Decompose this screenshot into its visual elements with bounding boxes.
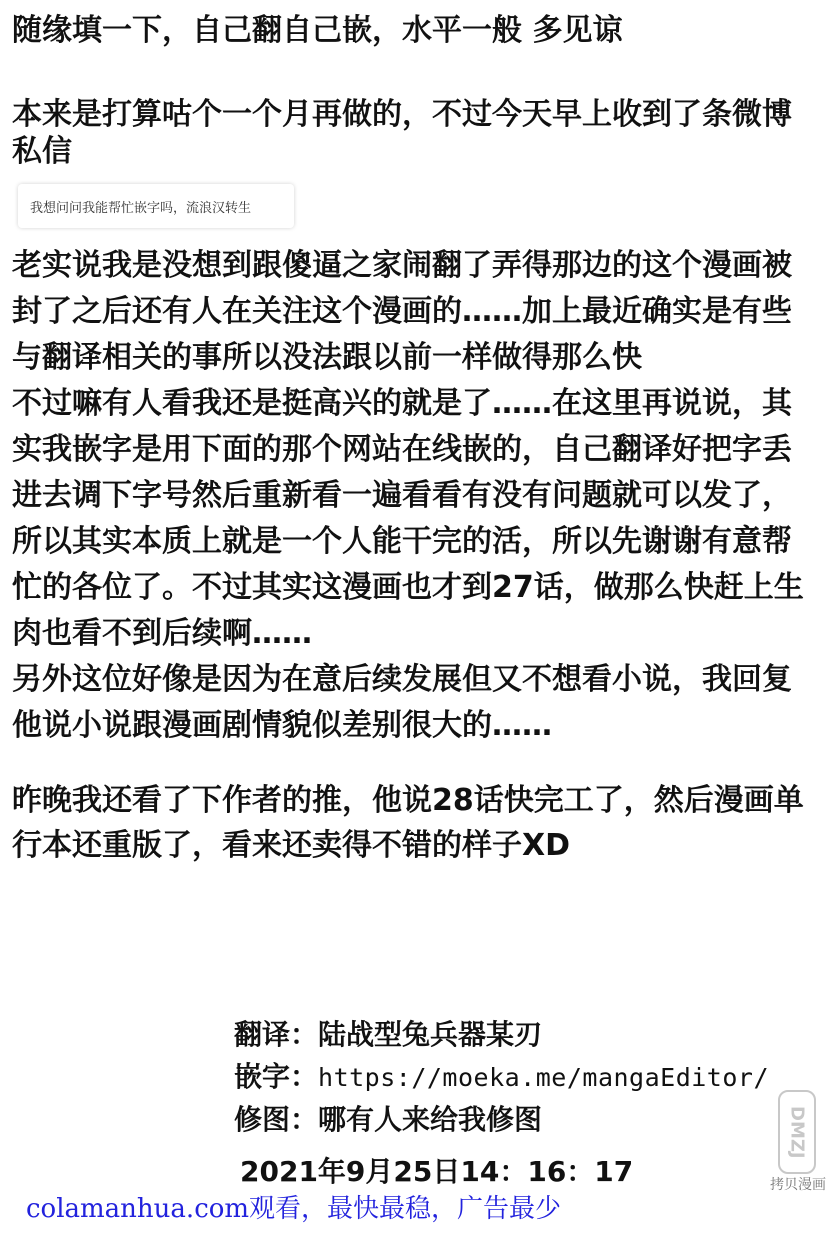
paragraph-dm-context: 本来是打算咕个一个月再做的，不过今天早上收到了条微博私信 xyxy=(12,97,792,169)
paragraph-author-update: 昨晚我还看了下作者的推，他说28话快完工了，然后漫画单行本还重版了，看来还卖得不错的样子XD xyxy=(12,783,804,863)
timestamp: 2021年9月25日14：16：17 xyxy=(240,1155,634,1188)
credit-typesetting-url[interactable]: https://moeka.me/mangaEditor/ xyxy=(318,1063,770,1092)
credit-translation-label: 翻译： xyxy=(234,1018,319,1051)
paragraph-main: 老实说我是没想到跟傻逼之家闹翻了弄得那边的这个漫画被封了之后还有人在关注这个漫画的……加上最近确实是有些与翻译相关的事所以没法跟以前一样做得那么快 不过嘛有人看我还是挺高兴的就是了……在这里再说说，其实我嵌字是用下面的那个网站在线嵌的，自己翻译好把字丢进去调下字号然后重新看一遍看看有没有问题就可以发了，所以其实本质上就是一个人能干完的活，所以先谢谢有意帮忙的各位了。不过其实这漫画也才到27话，做那么快赶上生肉也看不到后续啊…… 另外这位好像是因为在意后续发展但又不想看小说，我回复他说小说跟漫画剧情貌似差别很大的…… xyxy=(12,248,804,743)
credit-editing-label: 修图： xyxy=(234,1103,319,1136)
intro-line: 随缘填一下，自己翻自己嵌，水平一般 多见谅 xyxy=(12,13,623,48)
credits xyxy=(234,1014,814,1141)
credit-typesetting-label: 嵌字： xyxy=(234,1060,319,1093)
credit-editing xyxy=(234,1099,814,1141)
credit-translation-value: 陆战型兔兵器某刃 xyxy=(318,1018,543,1051)
footer-ad-link[interactable]: colamanhua.com观看，最快最稳，广告最少 xyxy=(26,1194,562,1224)
credit-translation xyxy=(234,1014,814,1056)
watermark-text: 拷贝漫画 xyxy=(770,1177,826,1193)
dm-message-text: 我想问问我能帮忙嵌字吗，流浪汉转生 xyxy=(30,200,252,216)
credit-typesetting xyxy=(234,1056,814,1099)
credit-editing-value: 哪有人来给我修图 xyxy=(318,1103,543,1136)
site-watermark xyxy=(770,1090,826,1193)
dmzj-logo-icon: DMZJ xyxy=(778,1090,816,1174)
weibo-dm-screenshot xyxy=(18,184,294,228)
